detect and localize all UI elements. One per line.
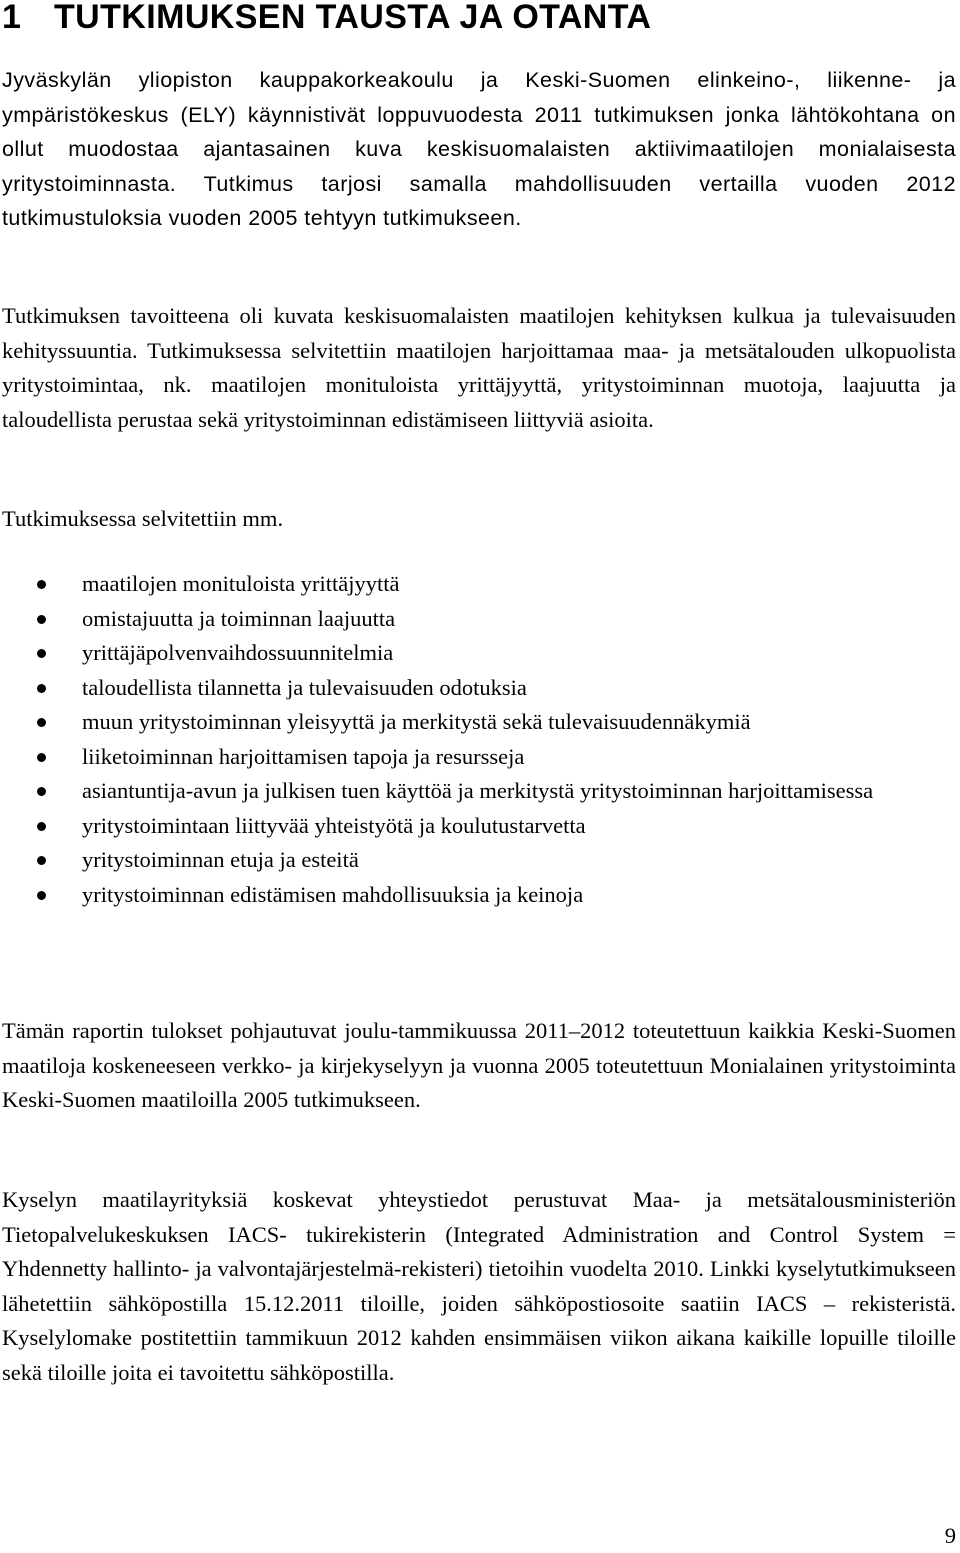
topics-list	[0, 567, 956, 912]
list-item-text: asiantuntija-avun ja julkisen tuen käyttöä ja merkitystä yritystoiminnan harjoittamisessa	[82, 778, 874, 803]
section-title: TUTKIMUKSEN TAUSTA JA OTANTA	[54, 0, 652, 36]
list-item	[0, 602, 956, 637]
paragraph-list-intro: Tutkimuksessa selvitettiin mm.	[2, 506, 284, 531]
bullet-icon	[37, 684, 46, 693]
list-item	[0, 878, 956, 913]
list-item	[0, 740, 956, 775]
list-item	[0, 567, 956, 602]
list-item-text: liiketoiminnan harjoittamisen tapoja ja resursseja	[82, 743, 525, 769]
page-number: 9	[944, 1523, 956, 1548]
bullet-icon	[37, 649, 46, 658]
list-item-text: yritystoiminnan edistämisen mahdollisuuksia ja keinoja	[82, 881, 584, 907]
paragraph-survey-method: Kyselyn maatilayrityksiä koskevat yhteystiedot perustuvat Maa- ja metsätalousministeriön Tietopalvelukeskuksen IACS- tukirekisterin (Integrated Administration and Control System = Yhdennetty hallinto- ja valvontajärjestelmä-rekisteri) tietoihin vuodelta 2010. Linkki kyselytutkimukseen lähetettiin sähköpostilla 15.12.2011 tiloille, joiden sähköpostiosoite saatiin IACS – rekisteristä. Kyselylomake postitettiin tammikuun 2012 kahden ensimmäisen viikon aikana kaikille lopuille tiloille sekä tiloille joita ei tavoitettu sähköpostilla.	[2, 1187, 956, 1385]
bullet-icon	[37, 891, 46, 900]
list-item	[0, 774, 956, 809]
list-item-text: maatilojen monituloista yrittäjyyttä	[82, 571, 400, 596]
list-item-text: yritystoiminnan etuja ja esteitä	[82, 847, 359, 872]
bullet-icon	[37, 753, 46, 762]
list-item-text: yritystoimintaan liittyvää yhteistyötä ja koulutustarvetta	[82, 812, 586, 838]
list-item-text: muun yritystoiminnan yleisyyttä ja merkitystä sekä tulevaisuudennäkymiä	[82, 709, 751, 734]
list-item-text: omistajuutta ja toiminnan laajuutta	[82, 605, 396, 631]
paragraph-results-basis: Tämän raportin tulokset pohjautuvat joulu-tammikuussa 2011–2012 toteutettuun kaikkia Keski-Suomen maatiloja koskeneeseen verkko- ja kirjekyselyyn ja vuonna 2005 toteutettuun Monialainen yritystoiminta Keski-Suomen maatiloilla 2005 tutkimukseen.	[2, 1018, 956, 1112]
bullet-icon	[37, 615, 46, 624]
list-item-text: yrittäjäpolvenvaihdossuunnitelmia	[82, 640, 394, 665]
list-item	[0, 671, 956, 706]
bullet-icon	[37, 856, 46, 865]
bullet-icon	[37, 718, 46, 727]
list-item-text: taloudellista tilannetta ja tulevaisuuden odotuksia	[82, 674, 527, 700]
section-heading	[2, 0, 651, 38]
bullet-icon	[37, 580, 46, 589]
list-item	[0, 705, 956, 740]
list-item	[0, 843, 956, 878]
paragraph-goals: Tutkimuksen tavoitteena oli kuvata keskisuomalaisten maatilojen kehityksen kulkua ja tulevaisuuden kehityssuuntia. Tutkimuksessa selvitettiin maatilojen harjoittamaa maa- ja metsätalouden ulkopuolista yritystoimintaa, nk. maatilojen monituloista yrittäjyyttä, yritystoiminnan muotoja, laajuutta ja taloudellista perustaa sekä yritystoiminnan edistämiseen liittyviä asioita.	[2, 303, 956, 432]
section-number: 1	[2, 0, 22, 36]
list-item	[0, 809, 956, 844]
bullet-icon	[37, 822, 46, 831]
bullet-icon	[37, 787, 46, 796]
paragraph-intro: Jyväskylän yliopiston kauppakorkeakoulu ja Keski-Suomen elinkeino-, liikenne- ja ympäristökeskus (ELY) käynnistivät loppuvuodesta 2011 tutkimuksen jonka lähtökohtana on ollut muodostaa ajantasainen kuva keskisuomalaisten aktiivimaatilojen monialaisesta yritystoiminnasta. Tutkimus tarjosi samalla mahdollisuuden vertailla vuoden 2012 tutkimustuloksia vuoden 2005 tehtyyn tutkimukseen.	[2, 68, 956, 230]
list-item	[0, 636, 956, 671]
